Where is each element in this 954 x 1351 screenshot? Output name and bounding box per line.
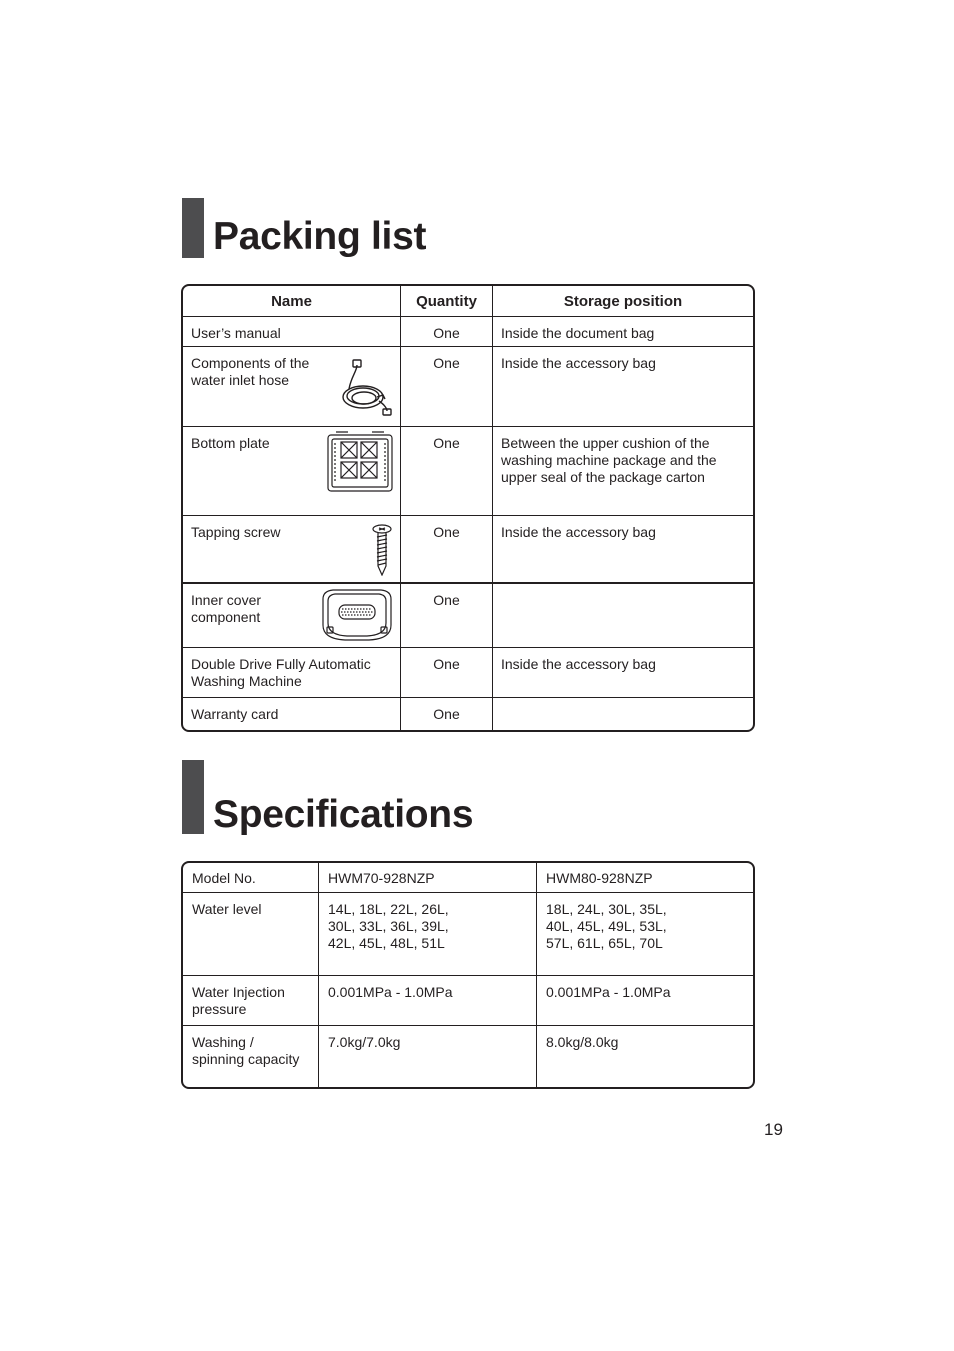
item-name: Tapping screw <box>183 516 401 583</box>
spec-value-a: HWM70-928NZP <box>319 863 537 893</box>
table-row <box>183 648 753 698</box>
spec-label: Model No. <box>183 863 319 893</box>
spec-label: Water Injection pressure <box>183 976 319 1026</box>
item-quantity: One <box>401 317 493 347</box>
inner-cover-icon <box>319 587 395 643</box>
item-storage: Inside the accessory bag <box>493 347 753 427</box>
table-row <box>183 976 753 1026</box>
item-name: Components of the water inlet hose <box>183 347 401 427</box>
item-storage <box>493 698 753 730</box>
item-quantity: One <box>401 583 493 648</box>
spec-value-a: 14L, 18L, 22L, 26L, 30L, 33L, 36L, 39L, 42L, 45L, 48L, 51L <box>319 893 537 976</box>
spec-value-b: 18L, 24L, 30L, 35L, 40L, 45L, 49L, 53L, 57L, 61L, 65L, 70L <box>537 893 753 976</box>
heading-bar <box>182 198 204 258</box>
item-quantity: One <box>401 648 493 698</box>
table-row <box>183 1026 753 1087</box>
item-name: Double Drive Fully Automatic Washing Machine <box>183 648 401 698</box>
water-inlet-hose-icon <box>339 359 395 417</box>
table-row <box>183 516 753 583</box>
specifications-table <box>181 861 755 1089</box>
table-row <box>183 427 753 516</box>
header-quantity: Quantity <box>401 286 493 317</box>
item-storage <box>493 583 753 648</box>
specifications-heading <box>182 760 473 834</box>
table-row <box>183 347 753 427</box>
spec-label: Water level <box>183 893 319 976</box>
item-storage: Inside the accessory bag <box>493 648 753 698</box>
spec-value-a: 7.0kg/7.0kg <box>319 1026 537 1087</box>
packing-list-table <box>181 284 755 732</box>
bottom-plate-icon <box>326 431 394 493</box>
item-name: User’s manual <box>183 317 401 347</box>
table-header-row <box>183 286 753 317</box>
item-quantity: One <box>401 698 493 730</box>
header-storage-position: Storage position <box>493 286 753 317</box>
item-quantity: One <box>401 427 493 516</box>
item-storage: Inside the accessory bag <box>493 516 753 583</box>
table-row <box>183 317 753 347</box>
spec-value-b: 0.001MPa - 1.0MPa <box>537 976 753 1026</box>
spec-value-b: HWM80-928NZP <box>537 863 753 893</box>
item-name: Warranty card <box>183 698 401 730</box>
tapping-screw-icon <box>371 524 393 576</box>
item-storage: Inside the document bag <box>493 317 753 347</box>
table-row <box>183 583 753 648</box>
spec-value-b: 8.0kg/8.0kg <box>546 1034 619 1050</box>
table-row <box>183 863 753 893</box>
item-name: Bottom plate <box>183 427 401 516</box>
spec-value-a: 0.001MPa - 1.0MPa <box>319 976 537 1026</box>
page-number: 19 <box>764 1120 783 1139</box>
item-quantity: One <box>401 347 493 427</box>
header-name: Name <box>183 286 401 317</box>
item-storage: Between the upper cushion of the washing machine package and the upper seal of the package carton <box>493 427 753 516</box>
item-quantity: One <box>401 516 493 583</box>
packing-list-title: Packing list <box>213 215 427 258</box>
table-row <box>183 698 753 730</box>
specifications-title: Specifications <box>213 793 474 836</box>
heading-bar <box>182 760 204 834</box>
packing-list-heading <box>182 198 426 258</box>
table-row <box>183 893 753 976</box>
item-name: Inner cover component <box>183 583 401 648</box>
spec-label: Washing / spinning capacity <box>183 1026 319 1087</box>
